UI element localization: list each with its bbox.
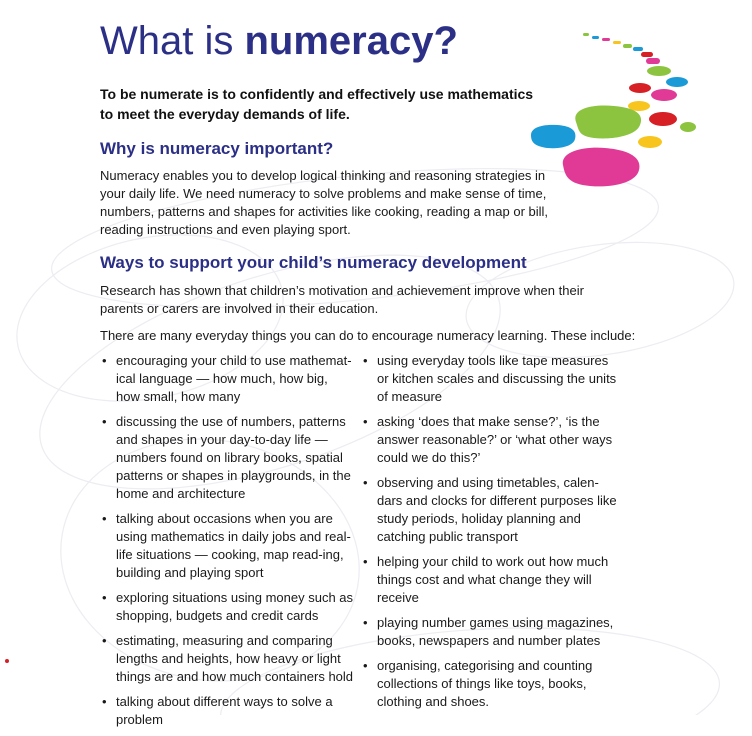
section-para-research: Research has shown that children’s motivation and achievement improve when their parents or carers are involved in their education. [100,283,584,316]
list-item: • observing and using timetables, calen-dars and clocks for different purposes like study periods, holiday planning and catching public transport [361,474,623,546]
list-item: • estimating, measuring and comparing lengths and heights, how heavy or light things are and how much containers hold [100,632,355,686]
list-item: • asking ‘does that make sense?’, ‘is the answer reasonable?’ or ‘what other ways could we do this?’ [361,413,623,467]
list-item: • helping your child to work out how much things cost and what change they will receive [361,553,623,607]
list-item: • exploring situations using money such as shopping, budgets and credit cards [100,589,355,625]
red-dot [5,659,9,663]
list-item: • playing number games using magazines, books, newspapers and number plates [361,614,623,650]
tips-list-left [100,352,355,736]
intro-text: To be numerate is to confidently and effectively use mathematics to meet the everyday demands of life. [100,86,534,122]
list-item: • organising, categorising and counting collections of things like toys, books, clothing and shoes. [361,657,623,711]
title-bold: numeracy? [244,19,458,63]
list-item: • encouraging your child to use mathemat-ical language — how much, how big, how small, how many [100,352,355,406]
list-item: • talking about occasions when you are using mathematics in daily jobs and real-life situations — cooking, map read-ing, building and playing sport [100,510,355,582]
section-body-why: Numeracy enables you to develop logical thinking and reasoning strategies in your daily life. We need numeracy to solve problems and make sense of time, numbers, patterns and shapes for activities like cooking, reading a map or bill, reading instructions and even playing sport. [100,168,549,237]
section-heading-ways: Ways to support your child’s numeracy development [100,253,527,272]
page-title [100,16,458,66]
title-regular: What is [100,19,245,63]
tips-list-right [361,352,623,718]
list-item: • using everyday tools like tape measures or kitchen scales and discussing the units of measure [361,352,623,406]
section-heading-why: Why is numeracy important? [100,139,334,158]
section-para-intro-list: There are many everyday things you can do to encourage numeracy learning. These include: [100,328,636,343]
list-item: • discussing the use of numbers, patterns and shapes in your day-to-day life — numbers found on library books, spatial patterns or shapes in playgrounds, in the home and architecture [100,413,355,503]
list-item: • talking about different ways to solve a problem [100,693,355,729]
